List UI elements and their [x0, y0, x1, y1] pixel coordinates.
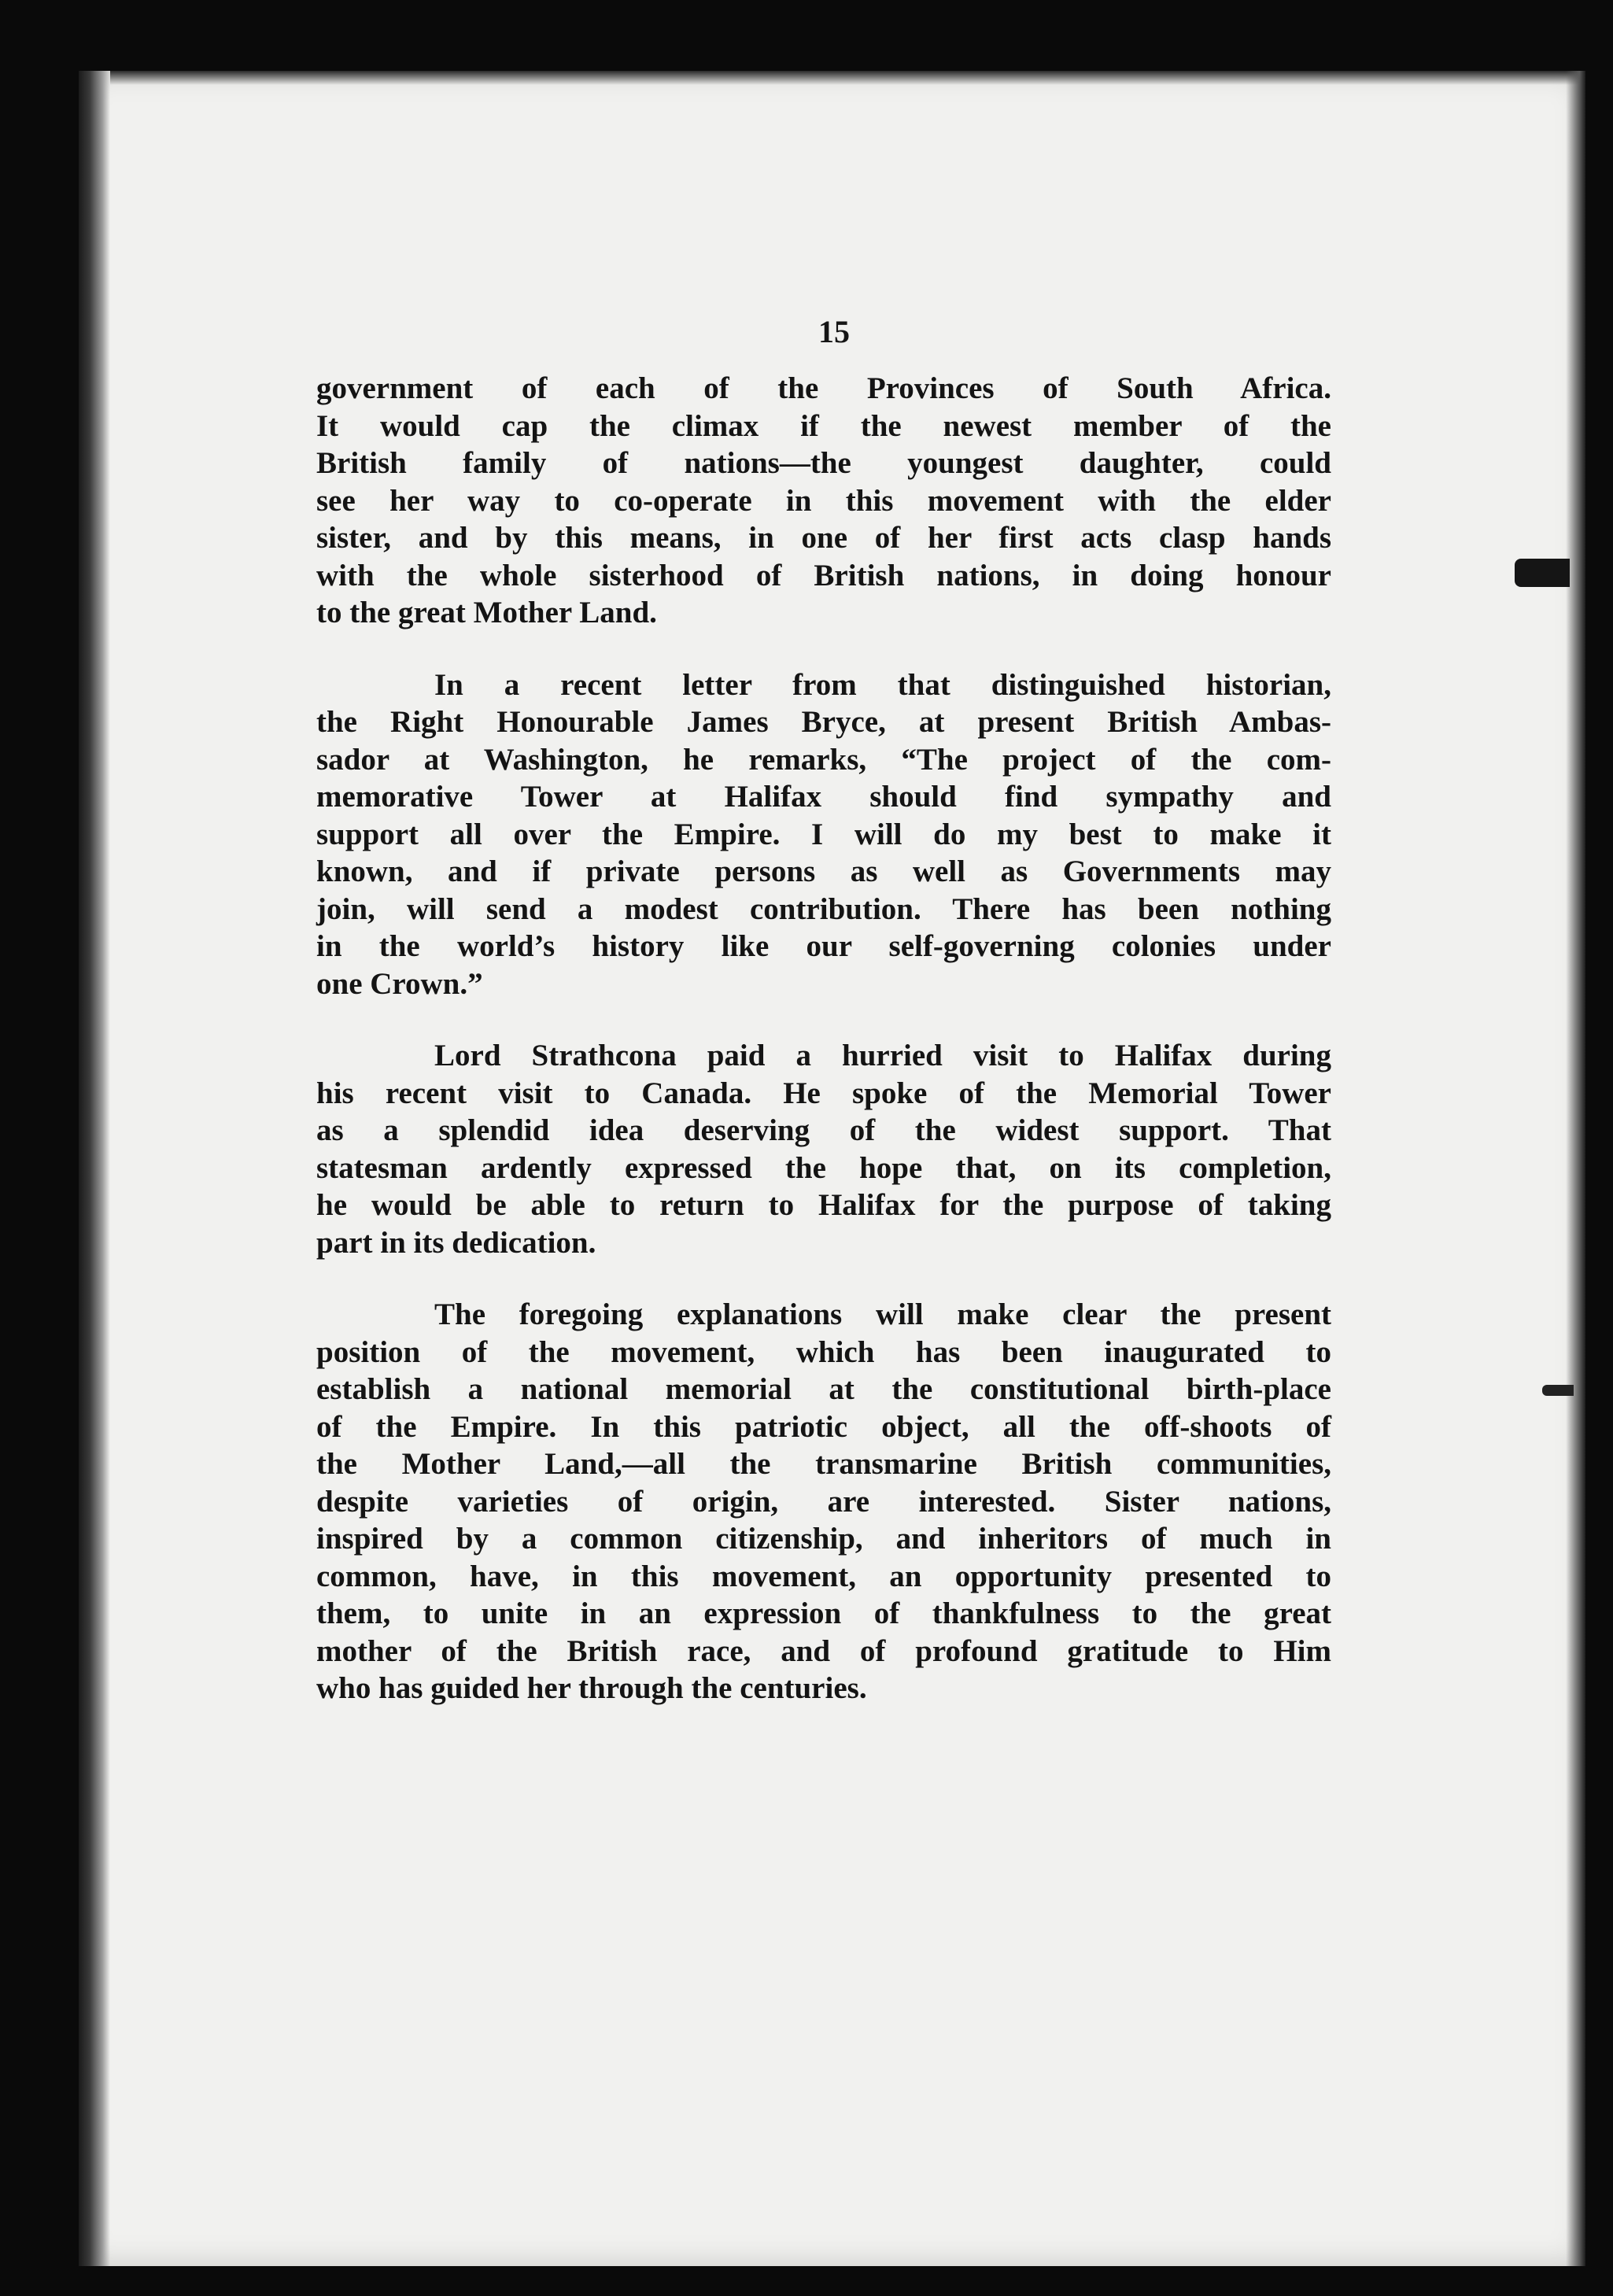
text-line: It would cap the climax if the newest member of the [316, 408, 1331, 443]
text-line: despite varieties of origin, are interested. Sister nations, [316, 1484, 1331, 1519]
text-line: who has guided her through the centuries. [316, 1671, 867, 1705]
text-line: he would be able to return to Halifax for the purpose of taking [316, 1188, 1331, 1222]
text-line: Lord Strathcona paid a hurried visit to Halifax during [434, 1039, 1331, 1072]
text-line: inspired by a common citizenship, and inheritors of much in [316, 1522, 1331, 1556]
text-line: see her way to co-operate in this movement with the elder [316, 483, 1331, 518]
body-text [316, 370, 1331, 1742]
text-line: one Crown.” [316, 966, 483, 1001]
text-line: them, to unite in an expression of thankfulness to the great [316, 1596, 1331, 1630]
text-line: to the great Mother Land. [316, 596, 657, 629]
page-tab-mark [1515, 559, 1570, 587]
paragraph [316, 370, 1331, 632]
text-line: government of each of the Provinces of South Africa. [316, 371, 1331, 405]
text-line: British family of nations—the youngest daughter, could [316, 446, 1331, 480]
page-number: 15 [818, 314, 850, 349]
text-line: In a recent letter from that distinguished historian, [434, 667, 1331, 702]
text-line: establish a national memorial at the constitutional birth-place [316, 1372, 1331, 1406]
text-line: in the world’s history like our self-governing colonies under [316, 929, 1331, 963]
text-line: of the Empire. In this patriotic object, all the off-shoots of [316, 1409, 1331, 1444]
text-line: the Right Honourable James Bryce, at present British Ambas- [316, 705, 1331, 739]
text-line: support all over the Empire. I will do my best to make it [316, 817, 1331, 851]
page-edge-mark [1542, 1385, 1574, 1396]
text-line: common, have, in this movement, an opportunity presented to [316, 1559, 1331, 1593]
paragraph [316, 1296, 1331, 1707]
text-line: The foregoing explanations will make clear the present [434, 1297, 1331, 1331]
page-top-edge [110, 71, 1585, 85]
paragraph [316, 1037, 1331, 1261]
page-right-edge [1566, 71, 1585, 2266]
text-line: sador at Washington, he remarks, “The project of the com- [316, 742, 1331, 777]
binding-edge [79, 71, 110, 2266]
paragraph [316, 666, 1331, 1003]
text-line: part in its dedication. [316, 1225, 596, 1260]
text-line: as a splendid idea deserving of the widest support. That [316, 1113, 1331, 1147]
text-line: join, will send a modest contribution. There has been nothing [316, 891, 1331, 926]
text-line: statesman ardently expressed the hope that, on its completion, [316, 1150, 1331, 1185]
text-line: position of the movement, which has been inaugurated to [316, 1334, 1331, 1369]
text-line: mother of the British race, and of profound gratitude to Him [316, 1633, 1331, 1668]
text-line: known, and if private persons as well as Governments may [316, 855, 1331, 888]
text-line: his recent visit to Canada. He spoke of the Memorial Tower [316, 1076, 1331, 1110]
text-line: with the whole sisterhood of British nations, in doing honour [316, 558, 1331, 592]
text-line: sister, and by this means, in one of her first acts clasp hands [316, 521, 1331, 555]
text-line: the Mother Land,—all the transmarine British communities, [316, 1447, 1331, 1481]
text-line: memorative Tower at Halifax should find sympathy and [316, 780, 1331, 814]
